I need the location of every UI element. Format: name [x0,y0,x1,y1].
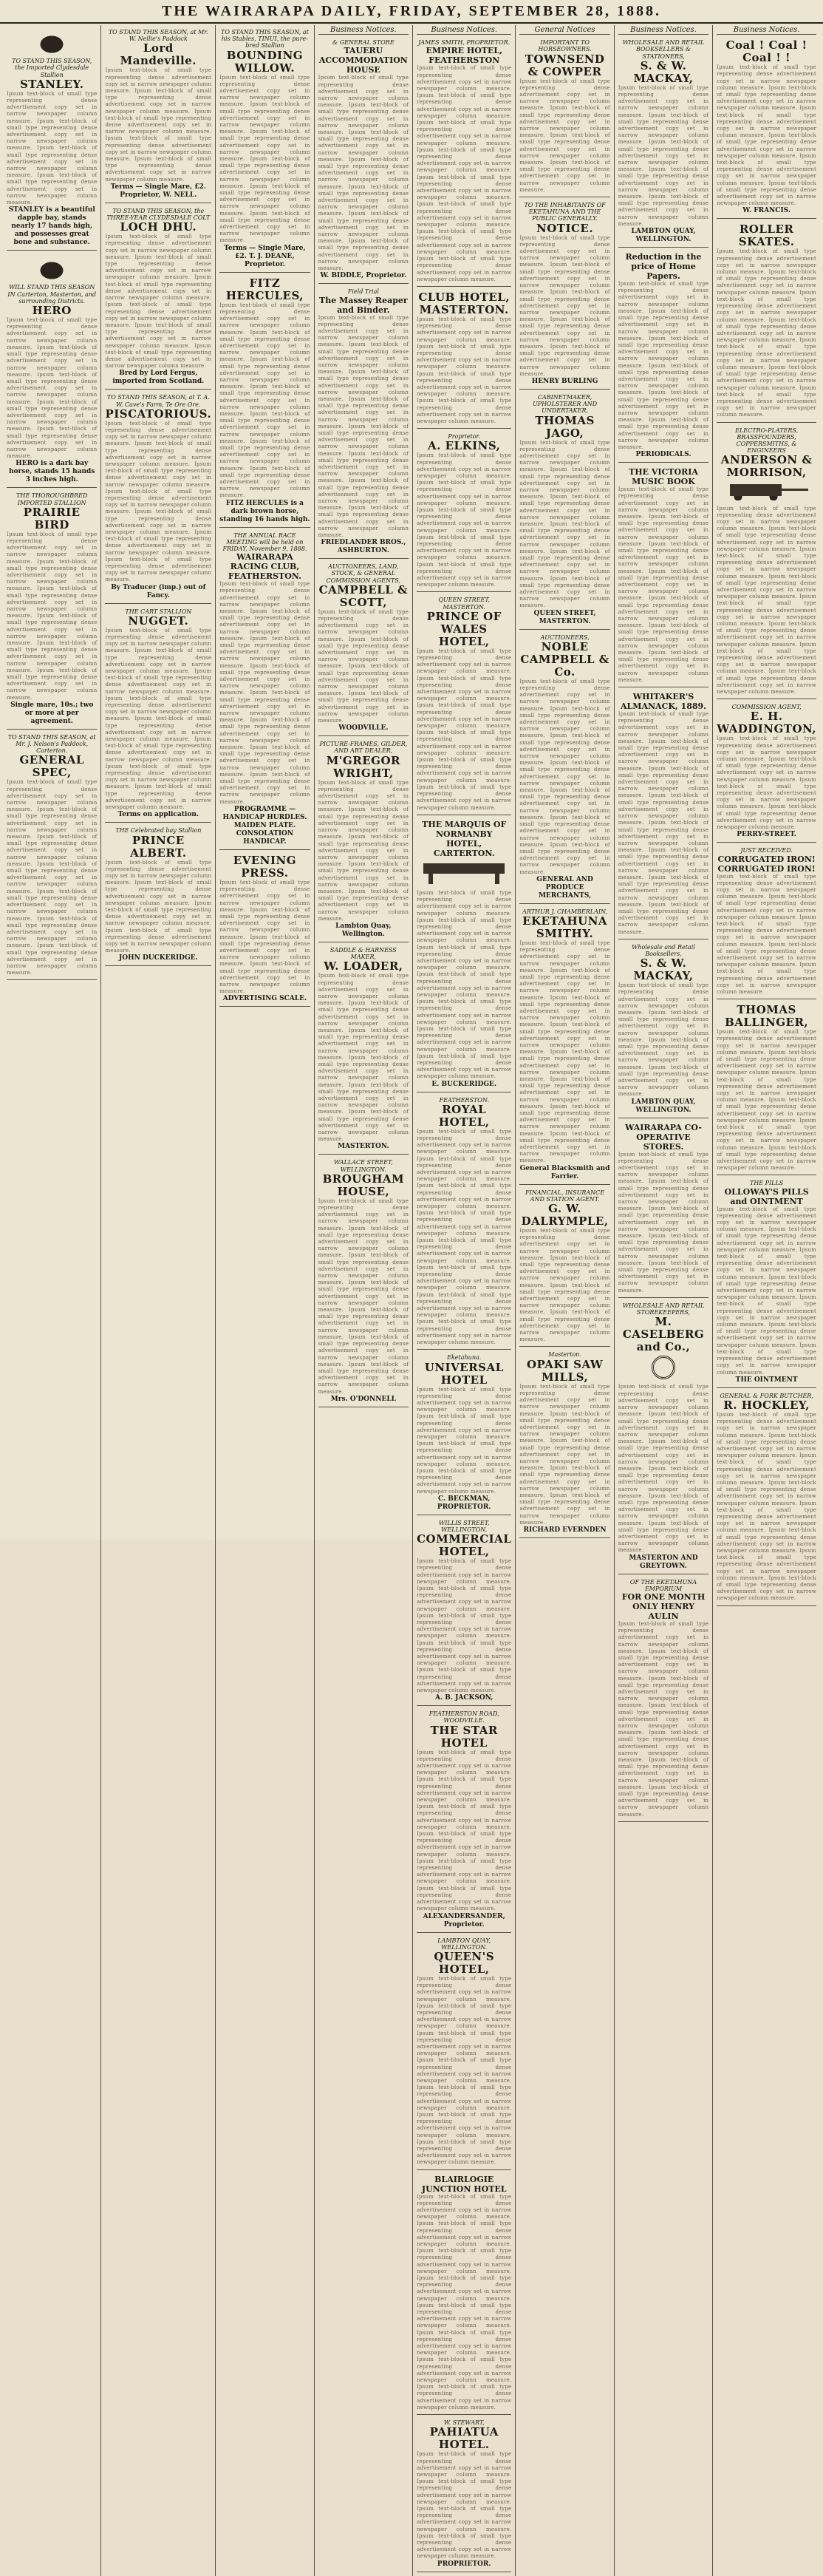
ad-body-text: Ipsum text-block of small type representing dense advertisement copy set in narrow newspaper column measure. Ipsum text-block of small type representing dense advertisement copy set in narrow newspaper column measure. Ipsum text-block of small type representing dense advertisement copy set in narrow newspaper column measure. Ipsum text-block of small type representing dense advertisement copy set in narrow newspaper column measure. Ipsum text-block of small type representing dense advertisement copy set in narrow newspaper column measure. Ipsum text-block of small type representing dense advertisement copy set in narrow newspaper column measure. [618,1384,709,1554]
ad-body-text: Ipsum text-block of small type representing dense advertisement copy set in narrow newspaper column measure. Ipsum text-block of small type representing dense advertisement copy set in narrow newspaper column measure. Ipsum text-block of small type representing dense advertisement copy set in narrow newspaper column measure. Ipsum text-block of small type representing dense advertisement copy set in narrow newspaper column measure. [618,982,709,1098]
horse-engraving-icon [34,31,69,53]
ad-title: ANDERSON & MORRISON, [720,453,813,480]
column-1 [3,25,101,2576]
ad-title: BROUGHAM HOUSE, [322,1172,405,1198]
horse-engraving-icon [34,257,69,279]
ad-body-text: Ipsum text-block of small type representing dense advertisement copy set in narrow newspaper column measure. Ipsum text-block of small type representing dense advertisement copy set in narrow newspaper column measure. Ipsum text-block of small type representing dense advertisement copy set in narrow newspaper column measure. Ipsum text-block of small type representing dense advertisement copy set in narrow newspaper column measure. Ipsum text-block of small type representing dense advertisement copy set in narrow newspaper column measure. [7,317,98,460]
ad-body-text: Ipsum text-block of small type representing dense advertisement copy set in narrow newspaper column measure. Ipsum text-block of small type representing dense advertisement copy set in narrow newspaper column measure. Ipsum text-block of small type representing dense advertisement copy set in narrow newspaper column measure. Ipsum text-block of small type representing dense advertisement copy set in narrow newspaper column measure. Ipsum text-block of small type representing dense advertisement copy set in narrow newspaper column measure. Ipsum text-block of small type representing dense advertisement copy set in narrow newspaper column measure. Ipsum text-block of small type representing dense advertisement copy set in narrow newspaper column measure. [417,1975,512,2166]
ad-title: A. ELKINS, [428,439,501,453]
column-6 [516,25,614,2576]
ad-signature: PERRY-STREET. [737,831,796,839]
butcher-cart-icon [723,481,811,500]
ad-subtitle: JUST RECEIVED. [740,847,793,854]
ad-subtitle: W. STEWART, [443,2419,485,2427]
ad-subtitle: Masterton. [548,1351,581,1359]
ad-body-text: Ipsum text-block of small type representing dense advertisement copy set in narrow newspaper column measure. Ipsum text-block of small type representing dense advertisement copy set in narrow newspaper column measure. Ipsum text-block of small type representing dense advertisement copy set in narrow newspaper column measure. Ipsum text-block of small type representing dense advertisement copy set in narrow newspaper column measure. Ipsum text-block of small type representing dense advertisement copy set in narrow newspaper column measure. Ipsum text-block of small type representing dense advertisement copy set in narrow newspaper column measure. Ipsum text-block of small type representing dense advertisement copy set in narrow newspaper column measure. Ipsum text-block of small type representing dense advertisement copy set in narrow newspaper column measure. [219,581,310,805]
ad-title: UNIVERSAL HOTEL [424,1360,504,1387]
ad-signature: GENERAL AND PRODUCE MERCHANTS, [536,875,593,900]
ad-body-text: Ipsum text-block of small type representing dense advertisement copy set in narrow newspaper column measure. Ipsum text-block of small type representing dense advertisement copy set in narrow newspaper column measure. Ipsum text-block of small type representing dense advertisement copy set in narrow newspaper column measure. Ipsum text-block of small type representing dense advertisement copy set in narrow newspaper column measure. Ipsum text-block of small type representing dense advertisement copy set in narrow newspaper column measure. [417,1558,512,1694]
ad-signature: Bred by Lord Fergus, imported from Scotland. [112,370,205,386]
ad-title: OLLOWAY'S PILLS and OINTMENT [724,1186,809,1206]
ad-title: NOBLE CAMPBELL & Co. [520,639,609,679]
ad-body-text: Ipsum text-block of small type representing dense advertisement copy set in narrow newspaper column measure. Ipsum text-block of small type representing dense advertisement copy set in narrow newspaper column measure. Ipsum text-block of small type representing dense advertisement copy set in narrow newspaper column measure. Ipsum text-block of small type representing dense advertisement copy set in narrow newspaper column measure. Ipsum text-block of small type representing dense advertisement copy set in narrow newspaper column measure. Ipsum text-block of small type representing dense advertisement copy set in narrow newspaper column measure. [105,234,212,370]
advertisement [105,606,211,823]
advertisement [417,1935,511,2170]
advertisement [318,738,409,942]
ad-title: Coal ! Coal ! Coal ! ! [725,38,807,65]
ad-body-text: Ipsum text-block of small type representing dense advertisement copy set in narrow newspaper column measure. Ipsum text-block of small type representing dense advertisement copy set in narrow newspaper column measure. Ipsum text-block of small type representing dense advertisement copy set in narrow newspaper column measure. Ipsum text-block of small type representing dense advertisement copy set in narrow newspaper column measure. [105,859,212,954]
ad-signature: RICHARD EVERNDEN [523,1526,607,1534]
ad-body-text: Ipsum text-block of small type representing dense advertisement copy set in narrow newspaper column measure. Ipsum text-block of small type representing dense advertisement copy set in narrow newspaper column measure. Ipsum text-block of small type representing dense advertisement copy set in narrow newspaper column measure. Ipsum text-block of small type representing dense advertisement copy set in narrow newspaper column measure. Ipsum text-block of small type representing dense advertisement copy set in narrow newspaper column measure. [618,84,709,227]
advertisement [519,200,609,390]
ad-signature: HERO is a dark bay horse, stands 15 hands 3 inches high. [9,460,95,484]
advertisement [717,1390,816,1606]
ad-body-text: Ipsum text-block of small type representing dense advertisement copy set in narrow newspaper column measure. Ipsum text-block of small type representing dense advertisement copy set in narrow newspaper column measure. Ipsum text-block of small type representing dense advertisement copy set in narrow newspaper column measure. Ipsum text-block of small type representing dense advertisement copy set in narrow newspaper column measure. Ipsum text-block of small type representing dense advertisement copy set in narrow newspaper column measure. Ipsum text-block of small type representing dense advertisement copy set in narrow newspaper column measure. Ipsum text-block of small type representing dense advertisement copy set in narrow newspaper column measure. Ipsum text-block of small type representing dense advertisement copy set in narrow newspaper column measure. [417,1128,512,1346]
ad-subtitle: FINANCIAL, INSURANCE AND STATION AGENT. [525,1189,605,1203]
ad-signature: PROGRAMME — HANDICAP HURDLES. MAIDEN PLATE. CONSOLATION HANDICAP. [222,805,307,846]
ad-signature: MASTERTON AND GREYTOWN. [629,1554,698,1570]
advertisement [7,490,97,729]
columns [3,25,820,2568]
ad-subtitle: THE PILLS [749,1180,784,1187]
ad-body-text: Ipsum text-block of small type representing dense advertisement copy set in narrow newspaper column measure. Ipsum text-block of small type representing dense advertisement copy set in narrow newspaper column measure. Ipsum text-block of small type representing dense advertisement copy set in narrow newspaper column measure. Ipsum text-block of small type representing dense advertisement copy set in narrow newspaper column measure. Ipsum text-block of small type representing dense advertisement copy set in narrow newspaper column measure. Ipsum text-block of small type representing dense advertisement copy set in narrow newspaper column measure. Ipsum text-block of small type representing dense advertisement copy set in narrow newspaper column measure. [417,889,512,1080]
ad-title: R. HOCKLEY, [723,1398,810,1412]
ad-subtitle: WALLACE STREET, WELLINGTON. [333,1159,393,1173]
ad-signature: PERIODICALS. [635,451,691,459]
ad-body-text: Ipsum text-block of small type representing dense advertisement copy set in narrow newspaper column measure. Ipsum text-block of small type representing dense advertisement copy set in narrow newspaper column measure. Ipsum text-block of small type representing dense advertisement copy set in narrow newspaper column measure. Ipsum text-block of small type representing dense advertisement copy set in narrow newspaper column measure. Ipsum text-block of small type representing dense advertisement copy set in narrow newspaper column measure. Ipsum text-block of small type representing dense advertisement copy set in narrow newspaper column measure. Ipsum text-block of small type representing dense advertisement copy set in narrow newspaper column measure. Ipsum text-block of small type representing dense advertisement copy set in narrow newspaper column measure. [618,711,709,935]
ad-body-text: Ipsum text-block of small type representing dense advertisement copy set in narrow newspaper column measure. Ipsum text-block of small type representing dense advertisement copy set in narrow newspaper column measure. Ipsum text-block of small type representing dense advertisement copy set in narrow newspaper column measure. Ipsum text-block of small type representing dense advertisement copy set in narrow newspaper column measure. Ipsum text-block of small type representing dense advertisement copy set in narrow newspaper column measure. Ipsum text-block of small type representing dense advertisement copy set in narrow newspaper column measure. Ipsum text-block of small type representing dense advertisement copy set in narrow newspaper column measure. [618,486,709,683]
ad-subtitle: ARTHUR J. CHAMBERLAIN, [522,908,608,915]
advertisement [105,825,211,966]
advertisement [219,27,310,273]
ad-body-text: Ipsum text-block of small type representing dense advertisement copy set in narrow newspaper column measure. Ipsum text-block of small type representing dense advertisement copy set in narrow newspaper column measure. Ipsum text-block of small type representing dense advertisement copy set in narrow newspaper column measure. Ipsum text-block of small type representing dense advertisement copy set in narrow newspaper column measure. Ipsum text-block of small type representing dense advertisement copy set in narrow newspaper column measure. [519,234,610,377]
ad-title: WHITAKER'S ALMANACK, 1889. [621,692,706,712]
ad-subtitle: TO STAND THIS SEASON, at T. A. W. Cave's Farm, Te Ore Ore. [106,394,210,408]
ad-signature: MASTERTON. [338,1143,389,1151]
ad-subtitle: THE THOROUGHBRED IMPORTED STALLION [16,492,88,506]
ad-title: TAUERU ACCOMMODATION HOUSE [318,46,408,75]
ad-subtitle: Field Trial [347,288,379,296]
ad-subtitle: PICTURE-FRAMES, GILDER, AND ART DEALER, [319,741,408,755]
ad-subtitle: QUEEN STREET, MASTERTON. [438,597,491,611]
ad-body-text: Ipsum text-block of small type representing dense advertisement copy set in narrow newspaper column measure. Ipsum text-block of small type representing dense advertisement copy set in narrow newspaper column measure. Ipsum text-block of small type representing dense advertisement copy set in narrow newspaper column measure. Ipsum text-block of small type representing dense advertisement copy set in narrow newspaper column measure. Ipsum text-block of small type representing dense advertisement copy set in narrow newspaper column measure. [417,452,512,588]
column-8 [713,25,820,2576]
ad-signature: WOODVILLE. [338,724,389,733]
ad-body-text: Ipsum text-block of small type representing dense advertisement copy set in narrow newspaper column measure. Ipsum text-block of small type representing dense advertisement copy set in narrow newspaper column measure. Ipsum text-block of small type representing dense advertisement copy set in narrow newspaper column measure. Ipsum text-block of small type representing dense advertisement copy set in narrow newspaper column measure. [417,1386,512,1495]
advertisement [519,632,609,904]
ad-title: M'GREGOR WRIGHT, [326,753,400,780]
advertisement [717,1002,816,1175]
ad-title: THE VICTORIA MUSIC BOOK [629,467,698,487]
ad-body-text: Ipsum text-block of small type representing dense advertisement copy set in narrow newspaper column measure. Ipsum text-block of small type representing dense advertisement copy set in narrow newspaper column measure. Ipsum text-block of small type representing dense advertisement copy set in narrow newspaper column measure. Ipsum text-block of small type representing dense advertisement copy set in narrow newspaper column measure. Ipsum text-block of small type representing dense advertisement copy set in narrow newspaper column measure. Ipsum text-block of small type representing dense advertisement copy set in narrow newspaper column measure. Ipsum text-block of small type representing dense advertisement copy set in narrow newspaper column measure. [717,248,816,418]
ad-signature: LAMBTON QUAY, WELLINGTON. [631,1098,696,1114]
ad-signature: Terms — Single Mare, £2. T. J. DEANE, Proprietor. [224,244,306,268]
ad-signature: QUEEN STREET, MASTERTON. [533,609,596,625]
ad-body-text: Ipsum text-block of small type representing dense advertisement copy set in narrow newspaper column measure. Ipsum text-block of small type representing dense advertisement copy set in narrow newspaper column measure. Ipsum text-block of small type representing dense advertisement copy set in narrow newspaper column measure. Ipsum text-block of small type representing dense advertisement copy set in narrow newspaper column measure. Ipsum text-block of small type representing dense advertisement copy set in narrow newspaper column measure. [618,1151,709,1294]
ad-body-text: Ipsum text-block of small type representing dense advertisement copy set in narrow newspaper column measure. Ipsum text-block of small type representing dense advertisement copy set in narrow newspaper column measure. Ipsum text-block of small type representing dense advertisement copy set in narrow newspaper column measure. Ipsum text-block of small type representing dense advertisement copy set in narrow newspaper column measure. Ipsum text-block of small type representing dense advertisement copy set in narrow newspaper column measure. Ipsum text-block of small type representing dense advertisement copy set in narrow newspaper column measure. [618,281,709,450]
ad-subtitle: FEATHERSTON ROAD, WOODVILLE. [428,1710,499,1724]
ad-body-text: Ipsum text-block of small type representing dense advertisement copy set in narrow newspaper column measure. Ipsum text-block of small type representing dense advertisement copy set in narrow newspaper column measure. Ipsum text-block of small type representing dense advertisement copy set in narrow newspaper column measure. Ipsum text-block of small type representing dense advertisement copy set in narrow newspaper column measure. Ipsum text-block of small type representing dense advertisement copy set in narrow newspaper column measure. Ipsum text-block of small type representing dense advertisement copy set in narrow newspaper column measure. Ipsum text-block of small type representing dense advertisement copy set in narrow newspaper column measure. [618,1620,709,1818]
ad-signature: Single mare, 10s.; two or more at per agreement. [10,701,94,725]
advertisement [717,1177,816,1387]
ad-body-text: Ipsum text-block of small type representing dense advertisement copy set in narrow newspaper column measure. Ipsum text-block of small type representing dense advertisement copy set in narrow newspaper column measure. Ipsum text-block of small type representing dense advertisement copy set in narrow newspaper column measure. Ipsum text-block of small type representing dense advertisement copy set in narrow newspaper column measure. Ipsum text-block of small type representing dense advertisement copy set in narrow newspaper column measure. Ipsum text-block of small type representing dense advertisement copy set in narrow newspaper column measure. [7,531,98,701]
ad-body-text: Ipsum text-block of small type representing dense advertisement copy set in narrow newspaper column measure. Ipsum text-block of small type representing dense advertisement copy set in narrow newspaper column measure. Ipsum text-block of small type representing dense advertisement copy set in narrow newspaper column measure. Ipsum text-block of small type representing dense advertisement copy set in narrow newspaper column measure. [519,78,610,193]
ad-subtitle: TO STAND THIS SEASON, the THREE-YEAR CLYDESDALE COLT [106,207,211,222]
ad-body-text: Ipsum text-block of small type representing dense advertisement copy set in narrow newspaper column measure. Ipsum text-block of small type representing dense advertisement copy set in narrow newspaper column measure. Ipsum text-block of small type representing dense advertisement copy set in narrow newspaper column measure. Ipsum text-block of small type representing dense advertisement copy set in narrow newspaper column measure. Ipsum text-block of small type representing dense advertisement copy set in narrow newspaper column measure. Ipsum text-block of small type representing dense advertisement copy set in narrow newspaper column measure. Ipsum text-block of small type representing dense advertisement copy set in narrow newspaper column measure. [105,420,212,583]
advertisement [219,530,310,850]
advertisement [219,852,310,1007]
advertisement [618,942,708,1118]
ad-body-text: Ipsum text-block of small type representing dense advertisement copy set in narrow newspaper column measure. Ipsum text-block of small type representing dense advertisement copy set in narrow newspaper column measure. Ipsum text-block of small type representing dense advertisement copy set in narrow newspaper column measure. Ipsum text-block of small type representing dense advertisement copy set in narrow newspaper column measure. Ipsum text-block of small type representing dense advertisement copy set in narrow newspaper column measure. [105,67,212,183]
ad-title: FITZ HERCULES, [225,276,304,302]
ad-body-text: Ipsum text-block of small type representing dense advertisement copy set in narrow newspaper column measure. Ipsum text-block of small type representing dense advertisement copy set in narrow newspaper column measure. Ipsum text-block of small type representing dense advertisement copy set in narrow newspaper column measure. Ipsum text-block of small type representing dense advertisement copy set in narrow newspaper column measure. [519,1228,610,1343]
advertisement [219,275,310,528]
ad-subtitle: CABINETMAKER, UPHOLSTERER AND UNDERTAKER, [532,393,598,415]
advertisement [318,1157,409,1407]
ad-signature: FRIEDLANDER BROS., ASHBURTON. [321,539,406,555]
ad-subtitle: Proprietor. [448,433,481,441]
ad-subtitle: WILLIS STREET, WELLINGTON. [439,1519,490,1533]
advertisement [618,250,708,463]
advertisement [417,2172,511,2416]
ad-body-text: Ipsum text-block of small type representing dense advertisement copy set in narrow newspaper column measure. Ipsum text-block of small type representing dense advertisement copy set in narrow newspaper column measure. Ipsum text-block of small type representing dense advertisement copy set in narrow newspaper column measure. Ipsum text-block of small type representing dense advertisement copy set in narrow newspaper column measure. Ipsum text-block of small type representing dense advertisement copy set in narrow newspaper column measure. Ipsum text-block of small type representing dense advertisement copy set in narrow newspaper column measure. [219,74,310,244]
ad-title: QUEEN'S HOTEL, [434,1949,495,1976]
ad-subtitle: TO THE INHABITANTS OF EKETAHUNA AND THE PUBLIC GENERALLY. [524,202,606,222]
ad-subtitle: THE CART STALLION [125,608,192,615]
ad-title: Reduction in the price of Home Papers. [625,252,702,282]
ad-signature: Lambton Quay, Wellington. [335,922,392,938]
column-header: Business Notices. [417,27,511,35]
ad-body-text: Ipsum text-block of small type representing dense advertisement copy set in narrow newspaper column measure. Ipsum text-block of small type representing dense advertisement copy set in narrow newspaper column measure. Ipsum text-block of small type representing dense advertisement copy set in narrow newspaper column measure. Ipsum text-block of small type representing dense advertisement copy set in narrow newspaper column measure. Ipsum text-block of small type representing dense advertisement copy set in narrow newspaper column measure. [519,1383,610,1526]
ad-signature: Terms on application. [117,811,199,819]
ad-body-text: Ipsum text-block of small type representing dense advertisement copy set in narrow newspaper column measure. Ipsum text-block of small type representing dense advertisement copy set in narrow newspaper column measure. Ipsum text-block of small type representing dense advertisement copy set in narrow newspaper column measure. Ipsum text-block of small type representing dense advertisement copy set in narrow newspaper column measure. Ipsum text-block of small type representing dense advertisement copy set in narrow newspaper column measure. Ipsum text-block of small type representing dense advertisement copy set in narrow newspaper column measure. Ipsum text-block of small type representing dense advertisement copy set in narrow newspaper column measure. [219,302,310,499]
column-4 [315,25,413,2576]
ad-body-text: Ipsum text-block of small type representing dense advertisement copy set in narrow newspaper column measure. Ipsum text-block of small type representing dense advertisement copy set in narrow newspaper column measure. Ipsum text-block of small type representing dense advertisement copy set in narrow newspaper column measure. Ipsum text-block of small type representing dense advertisement copy set in narrow newspaper column measure. Ipsum text-block of small type representing dense advertisement copy set in narrow newspaper column measure. Ipsum text-block of small type representing dense advertisement copy set in narrow newspaper column measure. Ipsum text-block of small type representing dense advertisement copy set in narrow newspaper column measure. Ipsum text-block of small type representing dense advertisement copy set in narrow newspaper column measure. [717,505,816,696]
ad-title: COMMERCIAL HOTEL, [417,1532,512,1559]
advertisement [318,37,409,284]
ad-title: PRINCE OF WALES HOTEL, [426,609,502,648]
ad-title: Lord Mandeville. [120,41,197,68]
ad-subtitle: TO STAND THIS SEASON, at Mr. W. Nellie's Paddock [108,29,208,43]
ad-title: W. LOADER, [324,959,403,973]
ad-title: FOR ONE MONTH ONLY HENRY AULIN [621,1591,706,1621]
medallion-icon [652,1356,675,1379]
ad-subtitle: IMPORTANT TO HORSEOWNERS. [538,39,592,53]
ad-signature: PROPRIETOR. [437,2560,491,2568]
ad-subtitle: GENERAL & FORK BUTCHER, [720,1392,813,1399]
advertisement [717,37,816,219]
ad-signature: HENRY BURLING [531,377,598,385]
ad-subtitle: WHOLESALE AND RETAIL BOOKSELLERS & STATIONERS, [622,39,705,60]
ad-subtitle: AUCTIONEERS, LAND, STOCK, & GENERAL COMMISSION AGENTS, [326,563,401,584]
ad-body-text: Ipsum text-block of small type representing dense advertisement copy set in narrow newspaper column measure. Ipsum text-block of small type representing dense advertisement copy set in narrow newspaper column measure. Ipsum text-block of small type representing dense advertisement copy set in narrow newspaper column measure. Ipsum text-block of small type representing dense advertisement copy set in narrow newspaper column measure. Ipsum text-block of small type representing dense advertisement copy set in narrow newspaper column measure. Ipsum text-block of small type representing dense advertisement copy set in narrow newspaper column measure. [717,64,816,207]
ad-subtitle: JAMES SMITH, PROPRIETOR. [418,39,510,47]
ad-title: CLUB HOTEL, MASTERTON. [418,290,510,316]
advertisement [618,465,708,687]
ad-body-text: Ipsum text-block of small type representing dense advertisement copy set in narrow newspaper column measure. Ipsum text-block of small type representing dense advertisement copy set in narrow newspaper column measure. Ipsum text-block of small type representing dense advertisement copy set in narrow newspaper column measure. Ipsum text-block of small type representing dense advertisement copy set in narrow newspaper column measure. Ipsum text-block of small type representing dense advertisement copy set in narrow newspaper column measure. Ipsum text-block of small type representing dense advertisement copy set in narrow newspaper column measure. [417,648,512,811]
ad-signature: E. BUCKERIDGE. [431,1080,497,1088]
ad-body-text: Ipsum text-block of small type representing dense advertisement copy set in narrow newspaper column measure. Ipsum text-block of small type representing dense advertisement copy set in narrow newspaper column measure. Ipsum text-block of small type representing dense advertisement copy set in narrow newspaper column measure. Ipsum text-block of small type representing dense advertisement copy set in narrow newspaper column measure. [417,316,512,424]
advertisement [717,701,816,843]
advertisement [717,221,816,422]
ad-title: THE STAR HOTEL [430,1723,498,1750]
advertisement [417,1095,511,1350]
advertisement [618,37,708,248]
ad-signature: A. B. JACKSON, [434,1694,494,1702]
ad-subtitle: WILL STAND THIS SEASON IN Carterton, Masterton, and surrounding Districts. [7,284,97,305]
ad-signature: LAMBTON QUAY, WELLINGTON. [631,228,696,244]
ad-body-text: Ipsum text-block of small type representing dense advertisement copy set in narrow newspaper column measure. Ipsum text-block of small type representing dense advertisement copy set in narrow newspaper column measure. Ipsum text-block of small type representing dense advertisement copy set in narrow newspaper column measure. Ipsum text-block of small type representing dense advertisement copy set in narrow newspaper column measure. Ipsum text-block of small type representing dense advertisement copy set in narrow newspaper column measure. Ipsum text-block of small type representing dense advertisement copy set in narrow newspaper column measure. Ipsum text-block of small type representing dense advertisement copy set in narrow newspaper column measure. Ipsum text-block of small type representing dense advertisement copy set in narrow newspaper column measure. [105,627,212,811]
ad-subtitle: OF THE EKETAHUNA EMPORIUM [629,1578,697,1592]
advertisement [519,1187,609,1348]
ad-body-text: Ipsum text-block of small type representing dense advertisement copy set in narrow newspaper column measure. Ipsum text-block of small type representing dense advertisement copy set in narrow newspaper column measure. Ipsum text-block of small type representing dense advertisement copy set in narrow newspaper column measure. Ipsum text-block of small type representing dense advertisement copy set in narrow newspaper column measure. Ipsum text-block of small type representing dense advertisement copy set in narrow newspaper column measure. Ipsum text-block of small type representing dense advertisement copy set in narrow newspaper column measure. Ipsum text-block of small type representing dense advertisement copy set in narrow newspaper column measure. Ipsum text-block of small type representing dense advertisement copy set in narrow newspaper column measure. [717,1411,816,1602]
ad-title: S. & W. MACKAY, [633,58,694,85]
advertisement [7,732,97,981]
column-2 [101,25,216,2576]
ad-body-text: Ipsum text-block of small type representing dense advertisement copy set in narrow newspaper column measure. Ipsum text-block of small type representing dense advertisement copy set in narrow newspaper column measure. Ipsum text-block of small type representing dense advertisement copy set in narrow newspaper column measure. Ipsum text-block of small type representing dense advertisement copy set in narrow newspaper column measure. Ipsum text-block of small type representing dense advertisement copy set in narrow newspaper column measure. Ipsum text-block of small type representing dense advertisement copy set in narrow newspaper column measure. Ipsum text-block of small type representing dense advertisement copy set in narrow newspaper column measure. Ipsum text-block of small type representing dense advertisement copy set in narrow newspaper column measure. [318,314,409,538]
ad-subtitle: WHOLESALE AND RETAIL STOREKEEPERS, [622,1302,705,1316]
ad-signature: FITZ HERCULES is a dark brown horse, standing 16 hands high. [219,499,310,523]
advertisement [417,818,511,1092]
ad-signature: ADVERTISING SCALE. [222,995,307,1003]
ad-title: PAHIATUA HOTEL. [429,2425,499,2452]
advertisement [717,845,816,999]
ad-body-text: Ipsum text-block of small type representing dense advertisement copy set in narrow newspaper column measure. Ipsum text-block of small type representing dense advertisement copy set in narrow newspaper column measure. Ipsum text-block of small type representing dense advertisement copy set in narrow newspaper column measure. Ipsum text-block of small type representing dense advertisement copy set in narrow newspaper column measure. Ipsum text-block of small type representing dense advertisement copy set in narrow newspaper column measure. Ipsum text-block of small type representing dense advertisement copy set in narrow newspaper column measure. [417,1749,512,1912]
ad-title: WAIRARAPA RACING CLUB, FEATHERSTON. [228,552,301,582]
ad-body-text: Ipsum text-block of small type representing dense advertisement copy set in narrow newspaper column measure. Ipsum text-block of small type representing dense advertisement copy set in narrow newspaper column measure. Ipsum text-block of small type representing dense advertisement copy set in narrow newspaper column measure. Ipsum text-block of small type representing dense advertisement copy set in narrow newspaper column measure. Ipsum text-block of small type representing dense advertisement copy set in narrow newspaper column measure. [717,873,816,995]
ad-title: GENERAL SPEC, [19,753,84,780]
advertisement [105,205,211,390]
ad-subtitle: Wholesale and Retail Booksellers, [632,943,695,957]
column-7 [615,25,713,2576]
advertisement [618,690,708,939]
advertisement [618,1577,708,1822]
ad-signature: C. BECKMAN, PROPRIETOR. [437,1495,491,1511]
ad-signature: By Traducer (imp.) out of Fancy. [111,583,206,599]
billiard-table-icon [420,860,508,886]
ad-body-text: Ipsum text-block of small type representing dense advertisement copy set in narrow newspaper column measure. Ipsum text-block of small type representing dense advertisement copy set in narrow newspaper column measure. Ipsum text-block of small type representing dense advertisement copy set in narrow newspaper column measure. Ipsum text-block of small type representing dense advertisement copy set in narrow newspaper column measure. Ipsum text-block of small type representing dense advertisement copy set in narrow newspaper column measure. Ipsum text-block of small type representing dense advertisement copy set in narrow newspaper column measure. Ipsum text-block of small type representing dense advertisement copy set in narrow newspaper column measure. [717,1206,816,1376]
ad-title: ROYAL HOTEL, [438,1102,490,1129]
masthead [0,0,823,24]
ad-title: PRAIRIE BIRD [23,505,81,531]
ad-subtitle: COMMISSION AGENT, [731,704,802,711]
column-3 [216,25,314,2576]
ad-body-text: Ipsum text-block of small type representing dense advertisement copy set in narrow newspaper column measure. Ipsum text-block of small type representing dense advertisement copy set in narrow newspaper column measure. Ipsum text-block of small type representing dense advertisement copy set in narrow newspaper column measure. Ipsum text-block of small type representing dense advertisement copy set in narrow newspaper column measure. [7,90,98,206]
advertisement [717,425,816,700]
ad-title: ROLLER SKATES. [738,222,795,249]
ad-title: EMPIRE HOTEL, FEATHERSTON [426,46,502,66]
ad-body-text: Ipsum text-block of small type representing dense advertisement copy set in narrow newspaper column measure. Ipsum text-block of small type representing dense advertisement copy set in narrow newspaper column measure. Ipsum text-block of small type representing dense advertisement copy set in narrow newspaper column measure. Ipsum text-block of small type representing dense advertisement copy set in narrow newspaper column measure. Ipsum text-block of small type representing dense advertisement copy set in narrow newspaper column measure. Ipsum text-block of small type representing dense advertisement copy set in narrow newspaper column measure. [519,439,610,609]
ad-signature: W. FRANCIS. [742,207,790,215]
ad-body-text: Ipsum text-block of small type representing dense advertisement copy set in narrow newspaper column measure. Ipsum text-block of small type representing dense advertisement copy set in narrow newspaper column measure. Ipsum text-block of small type representing dense advertisement copy set in narrow newspaper column measure. Ipsum text-block of small type representing dense advertisement copy set in narrow newspaper column measure. Ipsum text-block of small type representing dense advertisement copy set in narrow newspaper column measure. Ipsum text-block of small type representing dense advertisement copy set in narrow newspaper column measure. Ipsum text-block of small type representing dense advertisement copy set in narrow newspaper column measure. Ipsum text-block of small type representing dense advertisement copy set in narrow newspaper column measure. [417,2193,512,2410]
ad-title: CORRUGATED IRON! CORRUGATED IRON! [717,854,816,874]
advertisement [417,594,511,815]
advertisement [618,1121,708,1298]
ad-subtitle: & GENERAL STORE [332,39,395,47]
ad-subtitle: THE ANNUAL RACE MEETING will be held on FRIDAY, November 9, 1888. [222,531,307,552]
ad-signature: JOHN DUCKERIDGE. [119,954,198,962]
ad-subtitle: FEATHERSTON. [439,1096,489,1104]
advertisement [519,37,609,197]
column-header: General Notices [519,27,609,35]
ad-title: NOTICE. [536,221,594,235]
advertisement [318,561,409,736]
ad-title: OPAKI SAW MILLS, [526,1357,604,1384]
ad-title: BLAIRLOGIE JUNCTION HOTEL [421,2174,507,2194]
ad-body-text: Ipsum text-block of small type representing dense advertisement copy set in narrow newspaper column measure. Ipsum text-block of small type representing dense advertisement copy set in narrow newspaper column measure. Ipsum text-block of small type representing dense advertisement copy set in narrow newspaper column measure. Ipsum text-block of small type representing dense advertisement copy set in narrow newspaper column measure. [417,2451,512,2560]
ad-title: CAMPBELL & SCOTT, [318,582,409,609]
column-header: Business Notices. [318,27,409,35]
ad-body-text: Ipsum text-block of small type representing dense advertisement copy set in narrow newspaper column measure. Ipsum text-block of small type representing dense advertisement copy set in narrow newspaper column measure. Ipsum text-block of small type representing dense advertisement copy set in narrow newspaper column measure. Ipsum text-block of small type representing dense advertisement copy set in narrow newspaper column measure. Ipsum text-block of small type representing dense advertisement copy set in narrow newspaper column measure. Ipsum text-block of small type representing dense advertisement copy set in narrow newspaper column measure. Ipsum text-block of small type representing dense advertisement copy set in narrow newspaper column measure. [7,779,98,976]
column-5 [413,25,516,2576]
ad-body-text: Ipsum text-block of small type representing dense advertisement copy set in narrow newspaper column measure. Ipsum text-block of small type representing dense advertisement copy set in narrow newspaper column measure. Ipsum text-block of small type representing dense advertisement copy set in narrow newspaper column measure. Ipsum text-block of small type representing dense advertisement copy set in narrow newspaper column measure. [219,879,310,995]
ad-body-text: Ipsum text-block of small type representing dense advertisement copy set in narrow newspaper column measure. Ipsum text-block of small type representing dense advertisement copy set in narrow newspaper column measure. Ipsum text-block of small type representing dense advertisement copy set in narrow newspaper column measure. Ipsum text-block of small type representing dense advertisement copy set in narrow newspaper column measure. [717,735,816,831]
advertisement [105,392,211,603]
ad-body-text: Ipsum text-block of small type representing dense advertisement copy set in narrow newspaper column measure. Ipsum text-block of small type representing dense advertisement copy set in narrow newspaper column measure. Ipsum text-block of small type representing dense advertisement copy set in narrow newspaper column measure. Ipsum text-block of small type representing dense advertisement copy set in narrow newspaper column measure. Ipsum text-block of small type representing dense advertisement copy set in narrow newspaper column measure. Ipsum text-block of small type representing dense advertisement copy set in narrow newspaper column measure. Ipsum text-block of small type representing dense advertisement copy set in narrow newspaper column measure. [318,1197,409,1395]
ad-body-text: Ipsum text-block of small type representing dense advertisement copy set in narrow newspaper column measure. Ipsum text-block of small type representing dense advertisement copy set in narrow newspaper column measure. Ipsum text-block of small type representing dense advertisement copy set in narrow newspaper column measure. Ipsum text-block of small type representing dense advertisement copy set in narrow newspaper column measure. Ipsum text-block of small type representing dense advertisement copy set in narrow newspaper column measure. [318,779,409,922]
ad-signature: THE OINTMENT [735,1376,798,1384]
ad-title: THOMAS BALLINGER, [725,1003,809,1030]
ad-subtitle: TO STAND THIS SEASON, at Mr. J. Nelson's Paddock, Carterton. [7,733,96,755]
ad-title: LOCH DHU. [120,220,197,234]
ad-title: PISCATORIOUS. [105,407,212,421]
ad-title: EVENING PRESS. [233,853,297,880]
ad-body-text: Ipsum text-block of small type representing dense advertisement copy set in narrow newspaper column measure. Ipsum text-block of small type representing dense advertisement copy set in narrow newspaper column measure. Ipsum text-block of small type representing dense advertisement copy set in narrow newspaper column measure. Ipsum text-block of small type representing dense advertisement copy set in narrow newspaper column measure. Ipsum text-block of small type representing dense advertisement copy set in narrow newspaper column measure. Ipsum text-block of small type representing dense advertisement copy set in narrow newspaper column measure. Ipsum text-block of small type representing dense advertisement copy set in narrow newspaper column measure. Ipsum text-block of small type representing dense advertisement copy set in narrow newspaper column measure. [417,65,512,282]
advertisement [7,27,97,251]
ad-title: HERO [32,304,72,318]
ad-body-text: Ipsum text-block of small type representing dense advertisement copy set in narrow newspaper column measure. Ipsum text-block of small type representing dense advertisement copy set in narrow newspaper column measure. Ipsum text-block of small type representing dense advertisement copy set in narrow newspaper column measure. Ipsum text-block of small type representing dense advertisement copy set in narrow newspaper column measure. Ipsum text-block of small type representing dense advertisement copy set in narrow newspaper column measure. Ipsum text-block of small type representing dense advertisement copy set in narrow newspaper column measure. Ipsum text-block of small type representing dense advertisement copy set in narrow newspaper column measure. [519,678,610,875]
ad-subtitle: LAMBTON QUAY, WELLINGTON. [437,1937,491,1951]
ad-subtitle: AUCTIONEERS, [540,633,590,641]
ad-body-text: Ipsum text-block of small type representing dense advertisement copy set in narrow newspaper column measure. Ipsum text-block of small type representing dense advertisement copy set in narrow newspaper column measure. Ipsum text-block of small type representing dense advertisement copy set in narrow newspaper column measure. Ipsum text-block of small type representing dense advertisement copy set in narrow newspaper column measure. [318,608,409,724]
advertisement [417,37,511,287]
advertisement [519,1349,609,1537]
ad-title: EKETAHUNA SMITHY. [522,914,608,940]
ad-body-text: Ipsum text-block of small type representing dense advertisement copy set in narrow newspaper column measure. Ipsum text-block of small type representing dense advertisement copy set in narrow newspaper column measure. Ipsum text-block of small type representing dense advertisement copy set in narrow newspaper column measure. Ipsum text-block of small type representing dense advertisement copy set in narrow newspaper column measure. Ipsum text-block of small type representing dense advertisement copy set in narrow newspaper column measure. Ipsum text-block of small type representing dense advertisement copy set in narrow newspaper column measure. Ipsum text-block of small type representing dense advertisement copy set in narrow newspaper column measure. Ipsum text-block of small type representing dense advertisement copy set in narrow newspaper column measure. [519,939,610,1164]
ad-signature: General Blacksmith and Farrier. [519,1164,610,1180]
ad-title: M. CASELBERG and Co., [622,1315,705,1354]
advertisement [417,1352,511,1515]
ad-signature: STANLEY is a beautiful dapple bay, stands nearly 17 hands high, and possesses great bone and substance. [8,206,95,247]
ad-title: E. H. WADDINGTON, [717,710,816,736]
advertisement [318,286,409,559]
ad-title: NUGGET. [128,614,189,628]
ad-signature: Terms — Single Mare, £2. Proprietor, W. NELL. [110,183,206,199]
ad-title: PRINCE ALBERT. [130,833,187,860]
ad-title: S. & W. MACKAY, [633,956,694,983]
ad-subtitle: TO STAND THIS SEASON, the Imported Clydesdale Stallion [12,58,92,78]
ad-subtitle: ELECTRO-PLATERS, BRASSFOUNDERS, COPPERSMITHS, & ENGINEERS [735,426,799,455]
advertisement [417,2417,511,2572]
advertisement [7,253,97,488]
advertisement [417,289,511,429]
ad-signature: W. BIDDLE, Proprietor. [320,272,407,280]
column-header: Business Notices. [717,27,816,35]
advertisement [417,1518,511,1706]
ad-subtitle: Eketahuna. [447,1354,482,1362]
ad-title: The Massey Reaper and Binder. [319,295,408,315]
ad-title: THE MARQUIS OF NORMANBY HOTEL, CARTERTON. [422,819,507,858]
advertisement [105,27,211,203]
advertisement [318,945,409,1155]
ad-body-text: Ipsum text-block of small type representing dense advertisement copy set in narrow newspaper column measure. Ipsum text-block of small type representing dense advertisement copy set in narrow newspaper column measure. Ipsum text-block of small type representing dense advertisement copy set in narrow newspaper column measure. Ipsum text-block of small type representing dense advertisement copy set in narrow newspaper column measure. Ipsum text-block of small type representing dense advertisement copy set in narrow newspaper column measure. Ipsum text-block of small type representing dense advertisement copy set in narrow newspaper column measure. [717,1029,816,1172]
ad-signature: Mrs. O'DONNELL [330,1395,396,1403]
advertisement [417,1708,511,1932]
advertisement [618,1300,708,1574]
ad-signature: ALEXANDERSANDER, Proprietor. [423,1912,505,1928]
ad-title: BOUNDING WILLOW. [226,48,304,75]
ad-title: TOWNSEND & COWPER [525,52,605,78]
masthead-title: THE WAIRARAPA DAILY, FRIDAY, SEPTEMBER 28, 1888. [162,2,661,19]
column-header: Business Notices. [618,27,708,35]
ad-subtitle: TO STAND THIS SEASON, at his Stables, TINUI, the pure-bred Stallion [221,29,309,50]
ad-title: WAIRARAPA CO-OPERATIVE STORES. [625,1122,702,1152]
ad-title: THOMAS JAGO, [535,413,595,440]
ad-title: G. W. DALRYMPLE, [521,1202,609,1228]
ad-body-text: Ipsum text-block of small type representing dense advertisement copy set in narrow newspaper column measure. Ipsum text-block of small type representing dense advertisement copy set in narrow newspaper column measure. Ipsum text-block of small type representing dense advertisement copy set in narrow newspaper column measure. Ipsum text-block of small type representing dense advertisement copy set in narrow newspaper column measure. Ipsum text-block of small type representing dense advertisement copy set in narrow newspaper column measure. Ipsum text-block of small type representing dense advertisement copy set in narrow newspaper column measure. [318,973,409,1143]
ad-subtitle: THE Celebrated bay Stallion [115,827,202,835]
advertisement [519,906,609,1185]
advertisement [417,431,511,592]
advertisement [519,392,609,630]
ad-title: STANLEY. [19,77,84,91]
ad-body-text: Ipsum text-block of small type representing dense advertisement copy set in narrow newspaper column measure. Ipsum text-block of small type representing dense advertisement copy set in narrow newspaper column measure. Ipsum text-block of small type representing dense advertisement copy set in narrow newspaper column measure. Ipsum text-block of small type representing dense advertisement copy set in narrow newspaper column measure. Ipsum text-block of small type representing dense advertisement copy set in narrow newspaper column measure. Ipsum text-block of small type representing dense advertisement copy set in narrow newspaper column measure. Ipsum text-block of small type representing dense advertisement copy set in narrow newspaper column measure. [318,75,409,272]
ad-subtitle: SADDLE & HARNESS MAKER, [329,946,397,961]
